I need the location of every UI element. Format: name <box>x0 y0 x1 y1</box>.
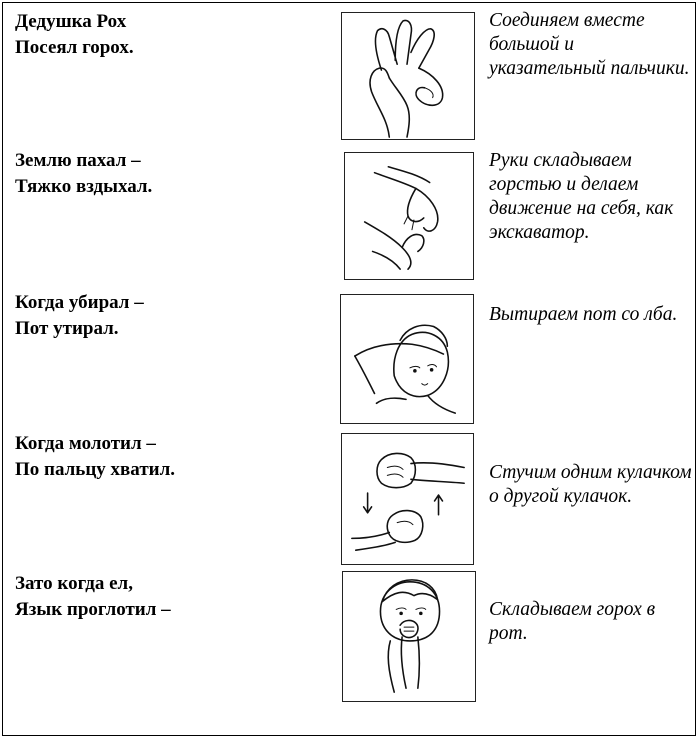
fists-knocking-icon <box>341 433 474 565</box>
verse-1-line-2: Посеял горох. <box>15 37 134 58</box>
verse-4-line-2: По пальцу хватил. <box>15 459 176 480</box>
cupped-hands-icon <box>344 152 474 280</box>
page-frame <box>2 2 696 736</box>
instruction-1: Соединяем вместе большой и указательный пальчики. <box>489 10 690 79</box>
instruction-4: Стучим одним кулачком о другой кулачок. <box>489 462 692 507</box>
verse-5 <box>15 571 171 623</box>
verse-2-line-1: Землю пахал – <box>15 150 141 171</box>
verse-3-line-2: Пот утирал. <box>15 318 119 339</box>
verse-1 <box>15 9 134 61</box>
instruction-5: Складываем горох в рот. <box>489 599 656 644</box>
verse-4-line-1: Когда молотил – <box>15 433 156 454</box>
verse-5-line-2: Язык проглотил – <box>15 599 171 620</box>
instruction-2: Руки складываем горстью и делаем движение на себя, как экскаватор. <box>489 150 674 243</box>
child-hand-to-mouth-icon <box>342 571 476 702</box>
verse-1-line-1: Дедушка Рох <box>15 11 127 32</box>
child-wiping-forehead-icon <box>340 294 474 424</box>
verse-4 <box>15 431 175 483</box>
instruction-3: Вытираем пот со лба. <box>489 304 678 325</box>
verse-3-line-1: Когда убирал – <box>15 292 144 313</box>
verse-5-line-1: Зато когда ел, <box>15 573 133 594</box>
verse-2-line-2: Тяжко вздыхал. <box>15 176 153 197</box>
hand-ok-gesture-icon <box>341 12 475 140</box>
verse-3 <box>15 290 144 342</box>
verse-2 <box>15 148 152 200</box>
